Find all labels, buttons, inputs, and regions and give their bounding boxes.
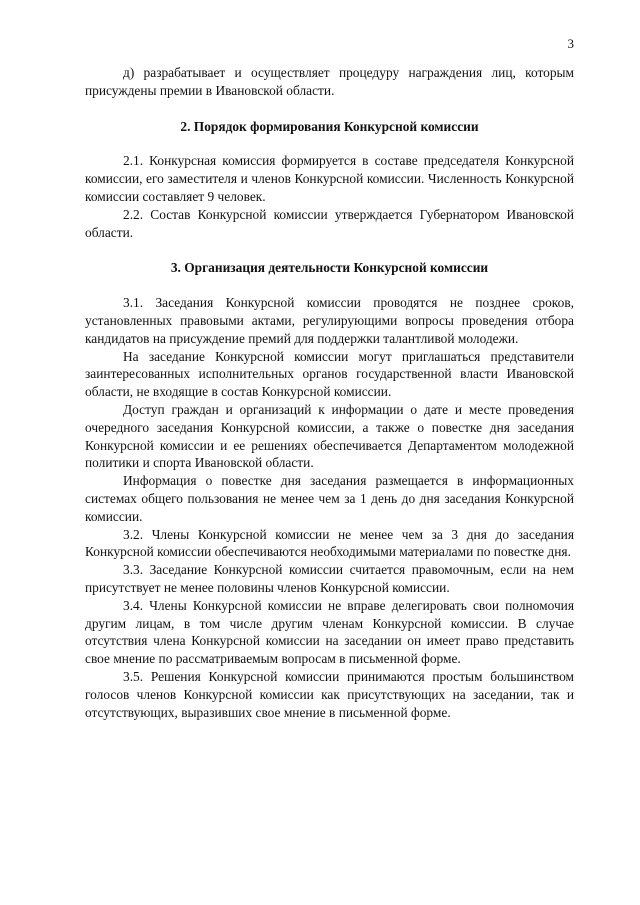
spacer [85,241,574,259]
spacer [85,277,574,294]
spacer [85,135,574,152]
paragraph-3-3: 3.3. Заседание Конкурсной комиссии считается правомочным, если на нем присутствует не менее половины членов Конкурсной комиссии. [85,562,574,595]
paragraph-information-access: Доступ граждан и организаций к информации о дате и месте проведения очередного заседания Конкурсной комиссии, а также о повестке дня заседания Конкурсной комиссии и ее решениях обеспечивается Департаментом молодежной политики и спорта Ивановской области. [85,401,574,471]
document-body [85,64,574,721]
paragraph-3-5: 3.5. Решения Конкурсной комиссии принимаются простым большинством голосов членов Конкурсной комиссии как присутствующих на заседании, так и отсутствующих, выразивших свое мнение в письменной форме. [85,668,574,720]
paragraph-2-2: 2.2. Состав Конкурсной комиссии утверждается Губернатором Ивановской области. [85,206,574,240]
paragraph-item-d: д) разрабатывает и осуществляет процедуру награждения лиц, которым присуждены премии в Ивановской области. [85,65,574,98]
paragraph-invited-representatives: На заседание Конкурсной комиссии могут приглашаться представители заинтересованных исполнительных органов государственной власти Ивановской области, не входящие в состав Конкурсной комиссии. [85,348,574,400]
section-3-heading: 3. Организация деятельности Конкурсной комиссии [170,260,489,276]
spacer [85,100,574,118]
page-number: 3 [567,36,574,51]
paragraph-3-1: 3.1. Заседания Конкурсной комиссии проводятся не позднее сроков, установленных правовыми актами, регулирующими вопросы проведения отбора кандидатов на присуждение премий для поддержки талантливой молодежи. [85,295,574,346]
paragraph-3-4: 3.4. Члены Конкурсной комиссии не вправе делегировать свои полномочия другим лицам, в том числе другим членам Конкурсной комиссии. В случае отсутствия члена Конкурсной комиссии на заседании он имеет право представить свое мнение по рассматриваемым вопросам в письменной форме. [85,597,574,667]
paragraph-2-1: 2.1. Конкурсная комиссия формируется в составе председателя Конкурсной комиссии, его заместителя и членов Конкурсной комиссии. Численность Конкурсной комиссии составляет 9 человек. [85,153,574,204]
paragraph-agenda-publication: Информация о повестке дня заседания размещается в информационных системах общего пользования не менее чем за 1 день до дня заседания Конкурсной комиссии. [85,473,574,524]
section-2-heading: 2. Порядок формирования Конкурсной комиссии [180,118,479,134]
paragraph-3-2: 3.2. Члены Конкурсной комиссии не менее чем за 3 дня до заседания Конкурсной комиссии обеспечиваются необходимыми материалами по повестке дня. [85,526,574,560]
